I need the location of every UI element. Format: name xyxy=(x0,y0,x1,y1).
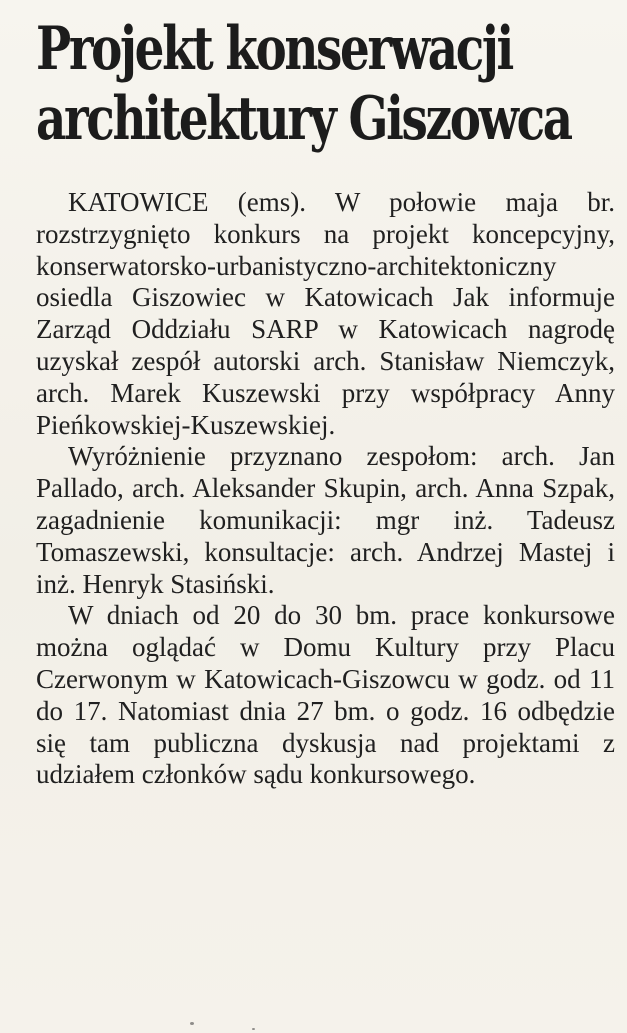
ink-speck xyxy=(190,1022,194,1025)
ink-speck xyxy=(252,1028,255,1030)
article-body xyxy=(36,187,615,791)
article-headline xyxy=(36,14,571,154)
headline-line-2: architektury Giszowca xyxy=(36,84,571,154)
headline-line-1: Projekt konserwacji xyxy=(36,14,512,84)
article-paragraph-2: Wyróżnienie przyznano zespołom: arch. Jan Pallado, arch. Aleksander Skupin, arch. Anna Szpak, zagadnienie komunikacji: mgr inż. Tadeusz Tomaszewski, konsultacje: arch. Andrzej Mastej i inż. Henryk Stasiński. xyxy=(36,441,615,599)
article-paragraph-3: W dniach od 20 do 30 bm. prace konkursowe można oglądać w Domu Kultury przy Placu Czerwonym w Katowicach-Giszowcu w godz. od 11 do 17. Natomiast dnia 27 bm. o godz. 16 odbędzie się tam publiczna dyskusja nad projektami z udziałem członków sądu konkursowego. xyxy=(36,600,615,790)
article-paragraph-1: KATOWICE (ems). W połowie maja br. rozstrzygnięto konkurs na projekt koncepcyjny, konserwatorsko-urbanistyczno-architektoniczny osiedla Giszowiec w Katowicach Jak informuje Zarząd Oddziału SARP w Katowicach nagrodę uzyskał zespół autorski arch. Stanisław Niemczyk, arch. Marek Kuszewski przy współpracy Anny Pieńkowskiej-Kuszewskiej. xyxy=(36,187,615,440)
